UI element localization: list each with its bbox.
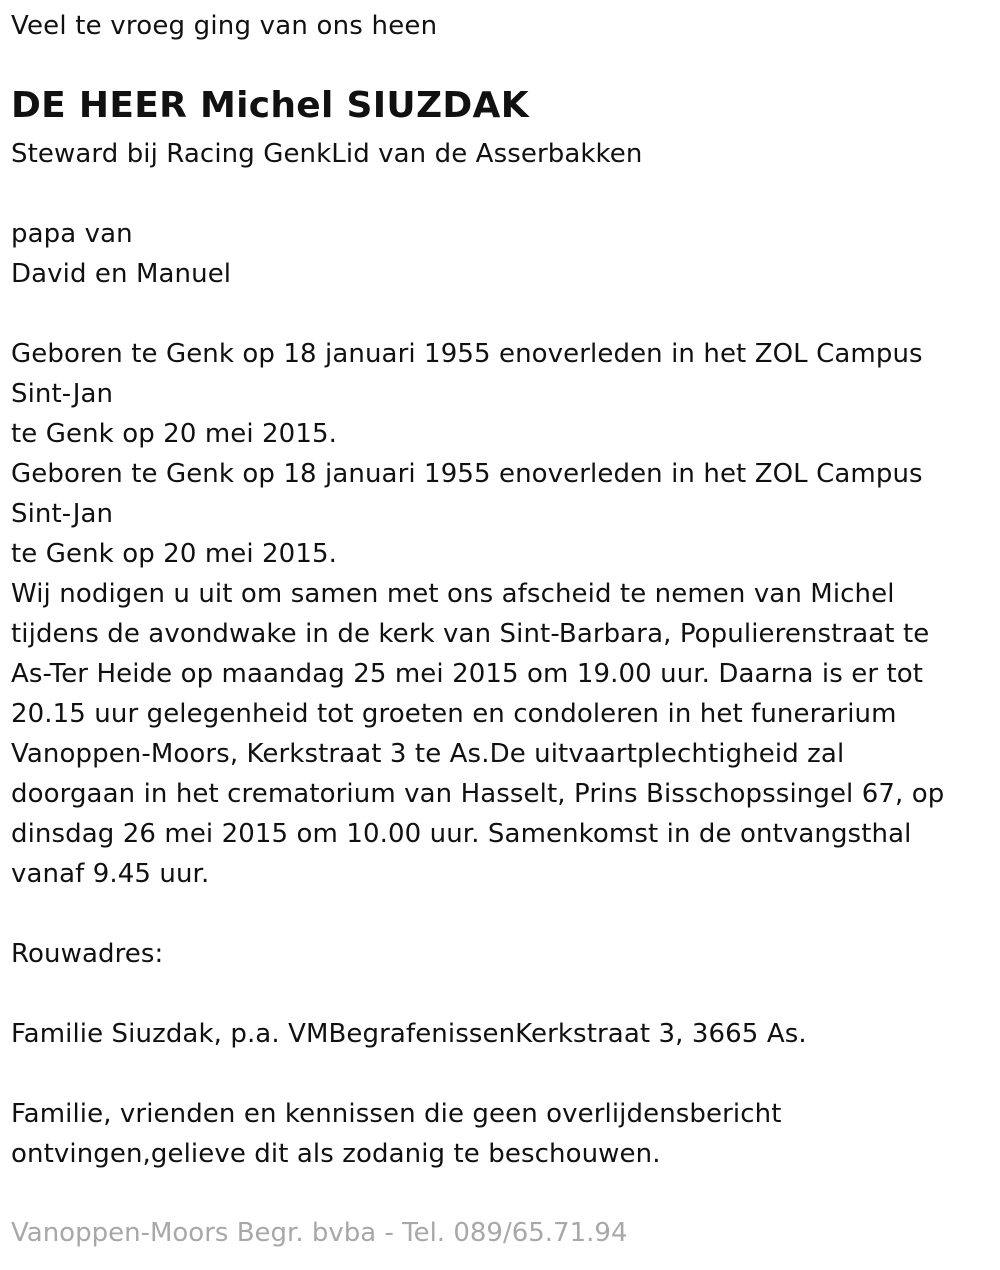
body-line: Steward bij Racing GenkLid van de Asserbakken xyxy=(11,139,643,169)
body-line: tijdens de avondwake in de kerk van Sint-Barbara, Populierenstraat te xyxy=(11,619,930,649)
body-line: Rouwadres: xyxy=(11,939,164,969)
body-line: Vanoppen-Moors, Kerkstraat 3 te As.De uitvaartplechtigheid zal xyxy=(11,739,845,769)
body-line: Sint-Jan xyxy=(11,499,114,529)
body-line: te Genk op 20 mei 2015. xyxy=(11,539,337,569)
body-line: As-Ter Heide op maandag 25 mei 2015 om 19.00 uur. Daarna is er tot xyxy=(11,659,924,689)
body-line: David en Manuel xyxy=(11,259,232,289)
body-line: Familie, vrienden en kennissen die geen overlijdensbericht xyxy=(11,1099,782,1129)
funeral-home-footer: Vanoppen-Moors Begr. bvba - Tel. 089/65.71.94 xyxy=(11,1218,628,1248)
deceased-name: DE HEER Michel SIUZDAK xyxy=(11,85,529,126)
body-line: doorgaan in het crematorium van Hasselt, Prins Bisschopssingel 67, op xyxy=(11,779,945,809)
body-line: Geboren te Genk op 18 januari 1955 enoverleden in het ZOL Campus xyxy=(11,459,923,489)
body-line xyxy=(11,174,986,214)
body-line xyxy=(11,894,986,934)
body-line: 20.15 uur gelegenheid tot groeten en condoleren in het funerarium xyxy=(11,699,897,729)
body-line: vanaf 9.45 uur. xyxy=(11,859,210,889)
body-line xyxy=(11,1054,986,1094)
body-line: dinsdag 26 mei 2015 om 10.00 uur. Samenkomst in de ontvangsthal xyxy=(11,819,912,849)
body-line: te Genk op 20 mei 2015. xyxy=(11,419,337,449)
body-line: Sint-Jan xyxy=(11,379,114,409)
body-line xyxy=(11,974,986,1014)
body-line: Familie Siuzdak, p.a. VMBegrafenissenKerkstraat 3, 3665 As. xyxy=(11,1019,807,1049)
body-line: Wij nodigen u uit om samen met ons afscheid te nemen van Michel xyxy=(11,579,895,609)
body-line: papa van xyxy=(11,219,133,249)
body-line: ontvingen,gelieve dit als zodanig te beschouwen. xyxy=(11,1139,661,1169)
body-line: Geboren te Genk op 18 januari 1955 enoverleden in het ZOL Campus xyxy=(11,339,923,369)
intro-text: Veel te vroeg ging van ons heen xyxy=(11,11,438,41)
body-line xyxy=(11,294,986,334)
obituary-body xyxy=(11,134,986,1174)
